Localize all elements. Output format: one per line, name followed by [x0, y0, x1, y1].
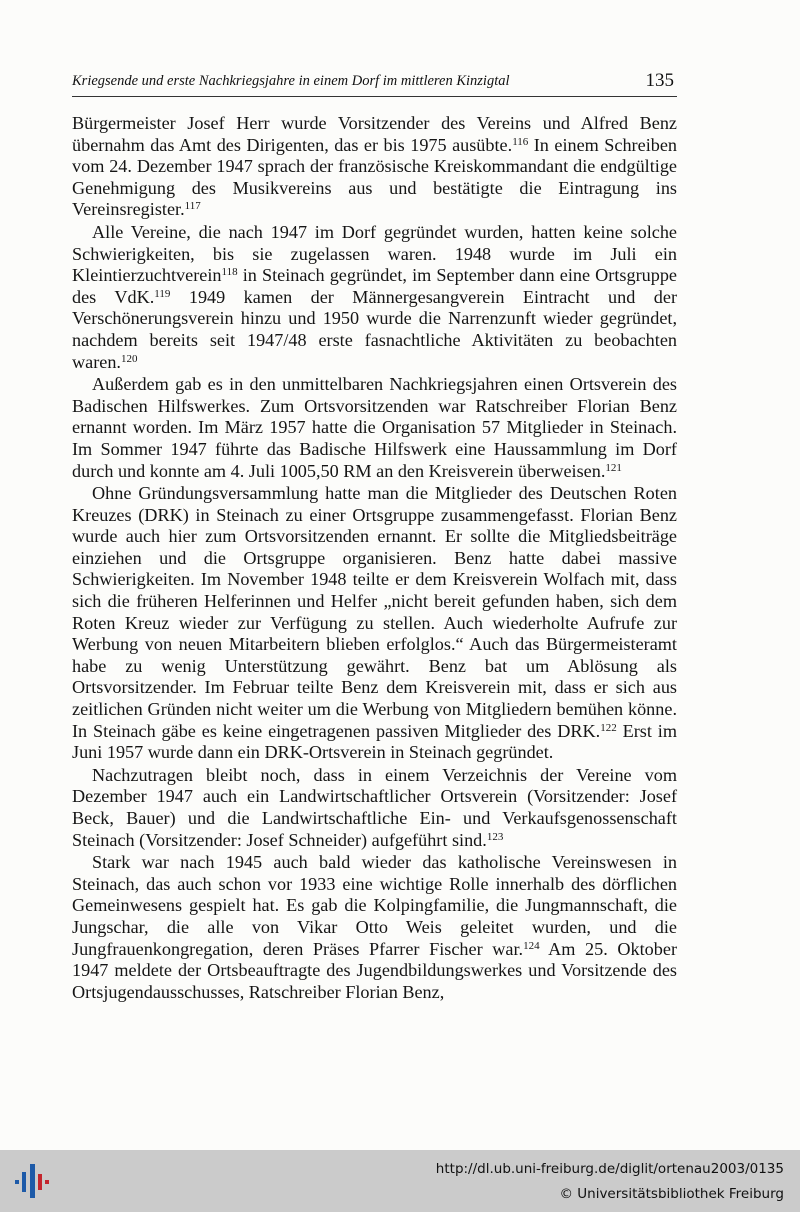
- text-run: Stark war nach 1945 auch bald wieder das katholische Vereinswesen in Steinach, das auch schon vor 1933 eine wichtige Rolle innerhalb des dörflichen Gemeinwesens gespielt hat. Es gab die Kolpingfamilie, die Jungmannschaft, die Jungschar, die alle von Vikar Otto Weis geleitet wurden, und die Jungfrauenkongregation, deren Präses Pfarrer Fischer war.: [72, 852, 677, 959]
- text-run: Ohne Gründungsversammlung hatte man die Mitglieder des Deutschen Roten Kreuzes (DRK) in Steinach zu einer Ortsgruppe zusammengefasst. Florian Benz wurde auch hier zum Ortsvorsitzenden ernannt. Er sollte die Mitgliedsbeiträge einziehen und die Ortsgruppe organisieren. Benz hatte dabei massive Schwierigkeiten. Im November 1948 teilte er dem Kreisverein Wolfach mit, dass sich die früheren Helferinnen und Helfer „nicht bereit gefunden haben, sich dem Roten Kreuz wieder zur Verfügung zu stellen. Auch wiederholte Aufrufe zur Werbung von neuen Mitarbeitern blieben erfolglos.“ Auch das Bürgermeisteramt habe zu wenig Unterstützung gewährt. Benz bat um Ablösung als Ortsvorsitzender. Im Februar teilte Benz dem Kreisverein mit, dass er sich aus zeitlichen Gründen nicht weiter um die Werbung von Mitgliedern bemühen könne. In Steinach gäbe es keine eingetragenen passiven Mitglieder des DRK.: [72, 483, 677, 741]
- footnote-marker: 121: [605, 461, 622, 474]
- running-header: [72, 70, 677, 97]
- text-run: Am 25. Oktober 1947 meldete der Ortsbeauftragte des Jugendbildungswerkes und Vorsitzende des Ortsjugendausschusses, Ratschreiber Florian Benz,: [72, 938, 677, 1002]
- text-run: in Steinach gegründet, im September dann eine Ortsgruppe des VdK.: [72, 265, 677, 307]
- document-url[interactable]: http://dl.ub.uni-freiburg.de/diglit/ortenau2003/0135: [435, 1161, 784, 1177]
- body-text: [72, 113, 677, 1003]
- text-run: 1949 kamen der Männergesangverein Eintracht und der Verschönerungsverein hinzu und 1950 wurde die Narrenzunft wieder gegründet, nachdem bereits seit 1947/48 erste fasnachtliche Aktivitäten zu beobachten waren.: [72, 286, 678, 372]
- body-paragraph: [72, 765, 677, 851]
- copyright-notice: © Universitätsbibliothek Freiburg: [559, 1186, 784, 1202]
- footnote-marker: 124: [523, 939, 540, 952]
- footnote-marker: 120: [120, 352, 138, 365]
- footnote-marker: 118: [221, 266, 238, 279]
- body-paragraph: [72, 222, 677, 373]
- text-run: Bürgermeister Josef Herr wurde Vorsitzender des Vereins und Alfred Benz übernahm das Amt des Dirigenten, das er bis 1975 ausübte.: [72, 113, 677, 155]
- text-run: Alle Vereine, die nach 1947 im Dorf gegründet wurden, hatten keine solche Schwierigkeiten, bis sie zugelassen waren. 1948 wurde im Juli ein Kleintierzuchtverein: [72, 221, 677, 286]
- footnote-marker: 123: [486, 830, 504, 843]
- footnote-marker: 116: [512, 135, 529, 148]
- body-paragraph: [72, 852, 677, 1003]
- text-run: Nachzutragen bleibt noch, dass in einem Verzeichnis der Vereine vom Dezember 1947 auch ein Landwirtschaftlicher Ortsverein (Vorsitzender: Josef Beck, Bauer) und die Landwirtschaftliche Ein- und Verkaufsgenossenschaft Steinach (Vorsitzender: Josef Schneider) aufgeführt sind.: [72, 764, 677, 850]
- text-run: Außerdem gab es in den unmittelbaren Nachkriegsjahren einen Ortsverein des Badischen Hilfswerkes. Zum Ortsvorsitzenden war Ratschreiber Florian Benz ernannt worden. Im März 1957 hatte die Organisation 57 Mitglieder in Steinach. Im Sommer 1947 führte das Badische Hilfswerk eine Haussammlung im Dorf durch und konnte am 4. Juli 1005,50 RM an den Kreisverein überweisen.: [72, 374, 677, 481]
- footnote-marker: 119: [154, 287, 171, 300]
- body-paragraph: [72, 374, 677, 482]
- body-paragraph: [72, 113, 677, 221]
- body-paragraph: [72, 483, 677, 764]
- page-number: 135: [645, 70, 674, 91]
- text-run: Erst im Juni 1957 wurde dann ein DRK-Ortsverein in Steinach gegründet.: [72, 720, 677, 763]
- footnote-marker: 117: [184, 200, 201, 213]
- library-logo-icon: [10, 1160, 54, 1204]
- running-title: Kriegsende und erste Nachkriegsjahre in einem Dorf im mittleren Kinzigtal: [72, 73, 510, 89]
- viewer-footer: [0, 1150, 800, 1212]
- text-run: In einem Schreiben vom 24. Dezember 1947 sprach der französische Kreiskommandant die endgültige Genehmigung des Musikvereins aus und bestätigte die Eintragung ins Vereinsregister.: [72, 134, 678, 220]
- footnote-marker: 122: [600, 721, 617, 734]
